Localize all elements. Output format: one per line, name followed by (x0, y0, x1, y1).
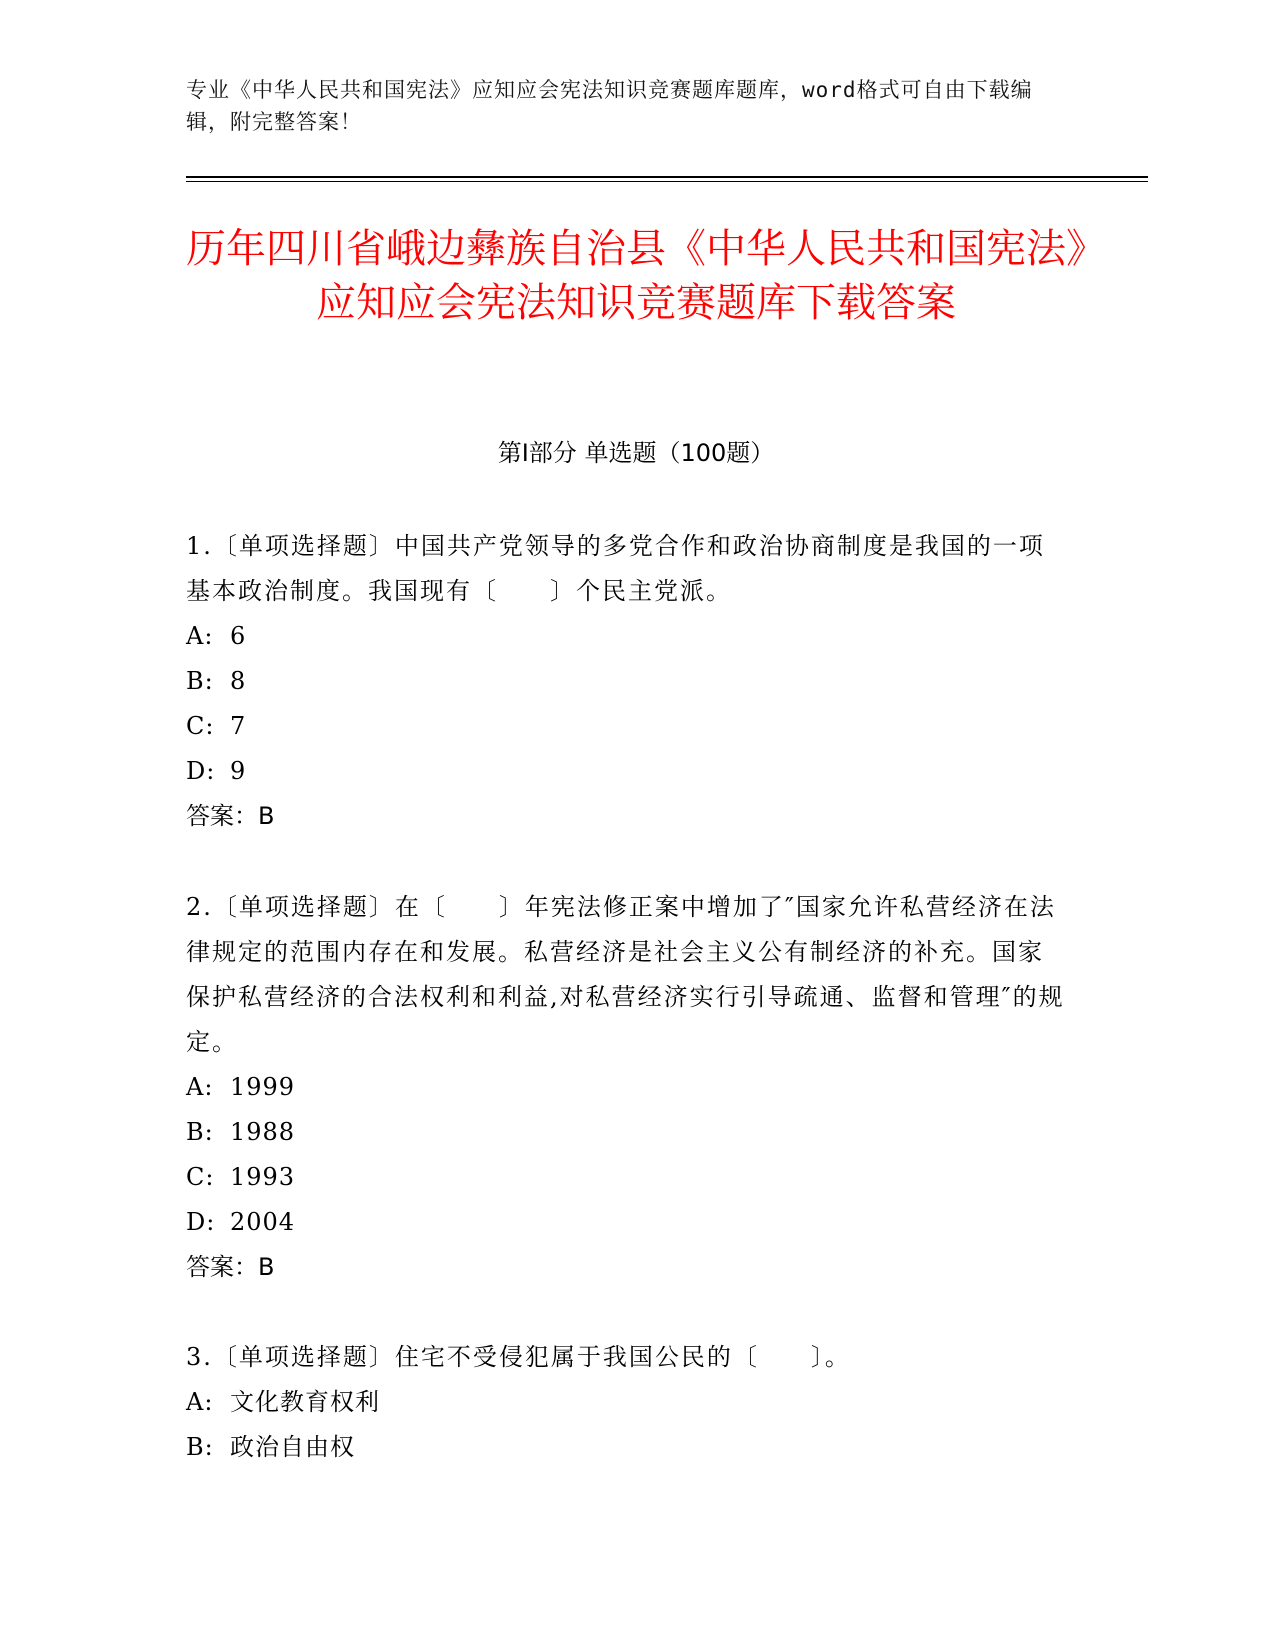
answer-line: 答案：B (186, 802, 275, 830)
option-letter: C: (186, 712, 215, 740)
section-heading: 第Ⅰ部分 单选题（100题） (497, 439, 775, 467)
option-text: 2004 (230, 1208, 296, 1236)
option-text: 8 (230, 667, 247, 695)
option-text: 1988 (230, 1118, 296, 1146)
option-a (186, 1065, 1066, 1110)
option-b (186, 1425, 1066, 1470)
option-letter: B: (186, 1433, 214, 1461)
question-stem: 2.〔单项选择题〕在〔 〕年宪法修正案中增加了″国家允许私营经济在法律规定的范围内存在和发展。私营经济是社会主义公有制经济的补充。国家保护私营经济的合法权利和利益,对私营经济实行引导疏通、监督和管理″的规定。 (186, 893, 1065, 1056)
option-b (186, 659, 1066, 704)
option-text: 7 (230, 712, 247, 740)
option-letter: C: (186, 1163, 215, 1191)
header-rule-thick (186, 176, 1148, 178)
option-a (186, 614, 1066, 659)
option-letter: B: (186, 667, 214, 695)
option-d (186, 1200, 1066, 1245)
option-letter: A: (186, 1073, 214, 1101)
document-title: 历年四川省峨边彝族自治县《中华人民共和国宪法》应知应会宪法知识竞赛题库下载答案 (186, 226, 1086, 326)
option-text: 文化教育权利 (230, 1388, 380, 1416)
option-text: 1993 (230, 1163, 296, 1191)
option-text: 6 (230, 622, 247, 650)
option-c (186, 704, 1066, 749)
question-block (186, 1335, 1066, 1470)
option-b (186, 1110, 1066, 1155)
question-block (186, 885, 1066, 1290)
option-letter: D: (186, 1208, 216, 1236)
answer-line: 答案：B (186, 1253, 275, 1281)
option-letter: D: (186, 757, 216, 785)
option-letter: B: (186, 1118, 214, 1146)
option-c (186, 1155, 1066, 1200)
question-stem: 3.〔单项选择题〕住宅不受侵犯属于我国公民的〔 〕。 (186, 1343, 851, 1371)
option-letter: A: (186, 1388, 214, 1416)
option-text: 1999 (230, 1073, 296, 1101)
question-block (186, 524, 1066, 839)
option-text: 政治自由权 (230, 1433, 355, 1461)
question-stem: 1.〔单项选择题〕中国共产党领导的多党合作和政治协商制度是我国的一项基本政治制度。我国现有〔 〕个民主党派。 (186, 532, 1045, 605)
header-rule-thin (186, 181, 1148, 182)
option-a (186, 1380, 1066, 1425)
option-letter: A: (186, 622, 214, 650)
option-text: 9 (230, 757, 247, 785)
header-note: 专业《中华人民共和国宪法》应知应会宪法知识竞赛题库题库，word格式可自由下载编辑，附完整答案！ (186, 78, 1033, 134)
option-d (186, 749, 1066, 794)
